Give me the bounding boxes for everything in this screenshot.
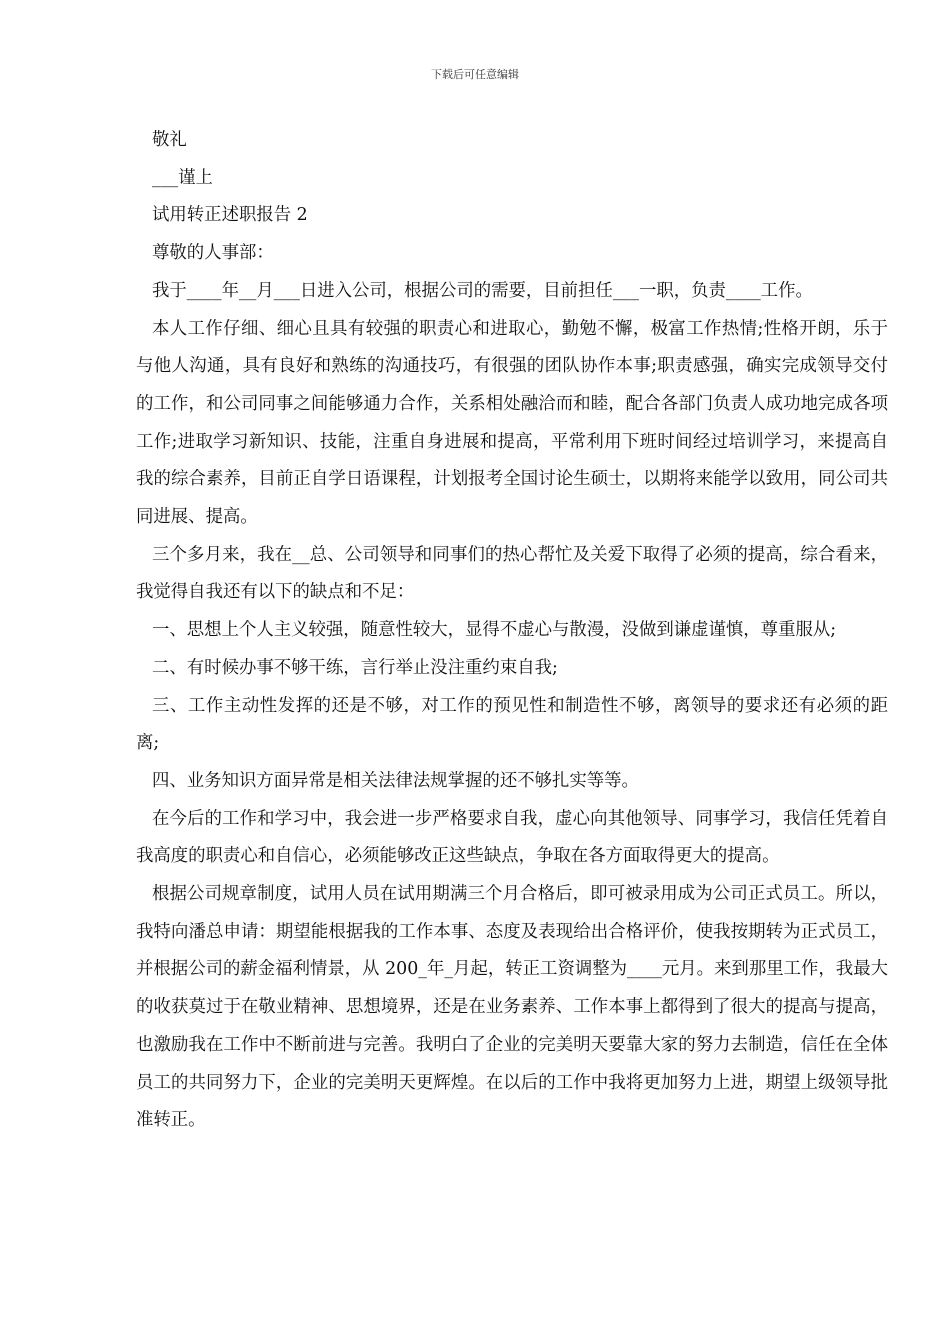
document-body — [136, 122, 888, 1140]
list-item-4: 四、业务知识方面异常是相关法律法规掌握的还不够扎实等等。 — [152, 770, 639, 791]
list-item-2: 二、有时候办事不够干练，言行举止没注重约束自我; — [152, 657, 558, 678]
paragraph-intro: 我于____年__月___日进入公司，根据公司的需要，目前担任___一职，负责____工作。 — [152, 280, 813, 301]
closing-salutation: 敬礼 — [152, 130, 187, 150]
paragraph-application: 根据公司规章制度，试用人员在试用期满三个月合格后，即可被录用成为公司正式员工。所以，我特向潘总申请：期望能根据我的工作本事、态度及表现给出合格评价，使我按期转为正式员工，并根据公司的薪金福利情景，从 200_年_月起，转正工资调整为____元月。来到那里工作，我最大的收获莫过于在敬业精神、思想境界，还是在业务素养、工作本事上都得到了很大的提高与提高，也激励我在工作中不断前进与完善。我明白了企业的完美明天要靠大家的努力去制造，信任在全体员工的共同努力下，企业的完美明天更辉煌。在以后的工作中我将更加努力上进，期望上级领导批准转正。 — [136, 884, 888, 1131]
page-header: 下载后可任意编辑 — [431, 68, 519, 81]
paragraph-future-plan: 在今后的工作和学习中，我会进一步严格要求自我，虚心向其他领导、同事学习，我信任凭着自我高度的职责心和自信心，必须能够改正这些缺点，争取在各方面取得更大的提高。 — [136, 808, 888, 867]
greeting: 尊敬的人事部： — [152, 243, 274, 264]
paragraph-shortcomings-intro: 三个多月来，我在__总、公司领导和同事们的热心帮忙及关爱下取得了必须的提高，综合看来，我觉得自我还有以下的缺点和不足： — [136, 544, 888, 603]
paragraph-self-assessment: 本人工作仔细、细心且具有较强的职责心和进取心，勤勉不懈，极富工作热情;性格开朗，乐于与他人沟通，具有良好和熟练的沟通技巧，有很强的团队协作本事;职责感强，确实完成领导交付的工作，和公司同事之间能够通力合作，关系相处融洽而和睦，配合各部门负责人成功地完成各项工作;进取学习新知识、技能，注重自身进展和提高，平常利用下班时间经过培训学习，来提高自我的综合素养，目前正自学日语课程，计划报考全国讨论生硕士，以期将来能学以致用，同公司共同进展、提高。 — [136, 318, 888, 528]
report-title: 试用转正述职报告 2 — [152, 205, 308, 226]
signature-line: ___谨上 — [152, 167, 213, 188]
list-item-1: 一、思想上个人主义较强，随意性较大，显得不虚心与散漫，没做到谦虚谨慎，尊重服从; — [152, 620, 837, 641]
list-item-3: 三、工作主动性发挥的还是不够，对工作的预见性和制造性不够，离领导的要求还有必须的距离; — [136, 695, 888, 754]
